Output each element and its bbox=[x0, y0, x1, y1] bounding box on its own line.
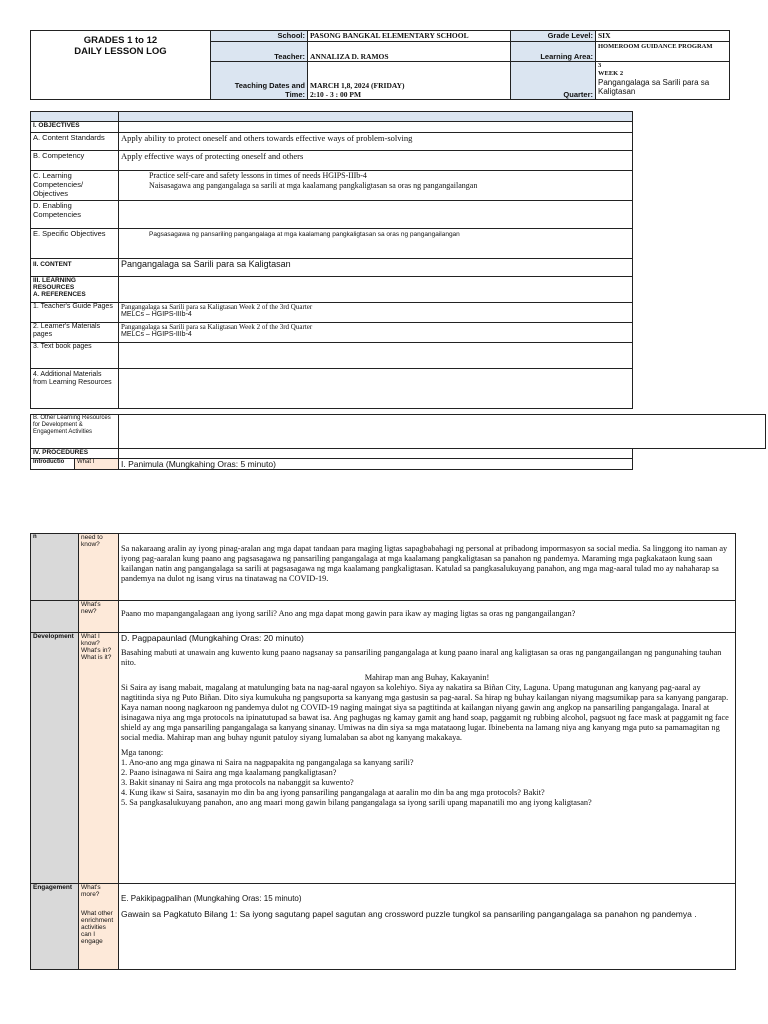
title-line2: DAILY LESSON LOG bbox=[74, 46, 167, 57]
what-other-label: What other enrichment activities can I engage bbox=[81, 910, 114, 945]
question-4: 4. Kung ikaw si Saira, sasanayin mo din ba ang iyong pansariling pangangalaga at aaralin mo din ba ang mga protocols? Bakit? bbox=[121, 788, 545, 797]
development-instructions: Basahing mabuti at unawain ang kuwento kung paano nagsanay sa pansariling pangangalaga at kung paano inaral ang kaligtasan sa oras ng pangangailangan ng pangunahing tauhan nito. bbox=[121, 648, 722, 667]
lesson-table-page2 bbox=[30, 533, 736, 970]
dates-value bbox=[308, 62, 511, 100]
enabling-label: D. Enabling Competencies bbox=[31, 201, 119, 229]
competency-label: B. Competency bbox=[31, 151, 119, 171]
title-cell bbox=[31, 31, 211, 100]
quarter-topic: Pangangalaga sa Sarili para sa Kaligtasan bbox=[598, 78, 710, 96]
textbook-label: 3. Text book pages bbox=[31, 343, 119, 369]
need-to-know-label: need to know? bbox=[79, 534, 119, 601]
other-resources-label: B. Other Learning Resources for Development & Engagement Activities bbox=[31, 415, 119, 449]
learning-comp-line2: Naisasagawa ang pangangalaga sa sarili at mga kaalamang pangkaligtasan sa oras ng pangangailangan bbox=[149, 181, 478, 190]
procedures-heading: IV. PROCEDURES bbox=[31, 449, 119, 459]
engagement-content bbox=[119, 884, 736, 970]
lm-line2: MELCs – HGIPS-IIIb-4 bbox=[121, 331, 192, 338]
content-value: Pangangalaga sa Sarili para sa Kaligtasan bbox=[119, 259, 633, 277]
development-label: Development bbox=[31, 633, 79, 884]
tg-label: 1. Teacher's Guide Pages bbox=[31, 303, 119, 323]
whats-more-label: What's more? bbox=[81, 884, 101, 898]
competency-value: Apply effective ways of protecting oneself and others bbox=[119, 151, 633, 171]
learning-comp-line1: Practice self-care and safety lessons in times of needs HGIPS-IIIb-4 bbox=[149, 171, 367, 180]
questions-label: Mga tanong: bbox=[121, 748, 164, 757]
lm-value bbox=[119, 323, 633, 343]
objectives-heading: I. OBJECTIVES bbox=[31, 122, 119, 133]
intro-paragraph: Sa nakaraang aralin ay iyong pinag-aralan ang mga dapat tandaan para maging ligtas sapagbabahagi ng personal at pribadong impormasyon sa social media. Sa linggong ito naman ay iyong pag-aaralan kung paano ang pagsasagawa ng pansariling pangangalaga at mga kaalamang pangkaligtasan sa panahon ng pandemya. Maraming mga pagkakataon kung saan kailangan natin ang pangangalaga sa sarili at pagsasagawa ng mga kaalamang pangkaligtasan. Katulad sa pangkasalukuyang panahon, ang mga mag-aaral tulad mo ay nahaharap sa pandemya na dulot ng isang virus na tinatawag na COVID-19. bbox=[119, 534, 736, 601]
grade-label: Grade Level: bbox=[511, 31, 596, 42]
development-heading: D. Pagpapaunlad (Mungkahing Oras: 20 minuto) bbox=[121, 633, 304, 643]
content-standards-label: A. Content Standards bbox=[31, 133, 119, 151]
engagement-heading: E. Pakikipagpalihan (Mungkahing Oras: 15 minuto) bbox=[121, 894, 302, 903]
other-resources-table bbox=[30, 414, 766, 449]
grade-value: SIX bbox=[596, 31, 730, 42]
lesson-table-page1 bbox=[30, 111, 633, 409]
lm-label: 2. Learner's Materials pages bbox=[31, 323, 119, 343]
dates-label: Teaching Dates and Time: bbox=[211, 62, 308, 100]
quarter-number: 3 bbox=[598, 62, 602, 69]
tg-line1: Pangangalaga sa Sarili para sa Kaligtasan Week 2 of the 3rd Quarter bbox=[121, 303, 313, 311]
area-value: HOMEROOM GUIDANCE PROGRAM bbox=[596, 42, 730, 62]
question-5: 5. Sa pangkasalukuyang panahon, ano ang maari mong gawin bilang pangangalaga sa iyong sarili upang mapanatili mo ang iyong kaligtasan? bbox=[121, 798, 592, 807]
area-label: Learning Area: bbox=[511, 42, 596, 62]
school-value: PASONG BANGKAL ELEMENTARY SCHOOL bbox=[308, 31, 511, 42]
what-i-label: What I bbox=[75, 459, 119, 470]
tg-value bbox=[119, 303, 633, 323]
procedures-table bbox=[30, 448, 633, 470]
quarter-value bbox=[596, 62, 730, 100]
engagement-text: Gawain sa Pagkatuto Bilang 1: Sa iyong sagutang papel sagutan ang crossword puzzle tungkol sa pansariling pangangalaga sa panahon ng pandemya . bbox=[121, 909, 697, 919]
learning-resources-heading bbox=[31, 277, 119, 303]
question-3: 3. Bakit sinanay ni Saira ang mga protocols na nabanggit sa kuwento? bbox=[121, 778, 354, 787]
whats-new-label: What's new? bbox=[79, 601, 119, 633]
header-table bbox=[30, 30, 730, 100]
story-title: Mahirap man ang Buhay, Kakayanin! bbox=[364, 673, 490, 682]
quarter-week: WEEK 2 bbox=[598, 70, 624, 77]
intro-cont-label: n bbox=[31, 534, 79, 601]
additional-label: 4. Additional Materials from Learning Resources bbox=[31, 369, 119, 409]
intro-label: Introductio bbox=[31, 459, 75, 470]
dates-value-line2: 2:10 - 3 : 00 PM bbox=[310, 90, 362, 99]
title-line1: GRADES 1 to 12 bbox=[83, 35, 158, 46]
learning-comp-value bbox=[119, 171, 633, 201]
whats-new-text: Paano mo mapangangalagaan ang iyong sarili? Ano ang mga dapat mong gawin para ikaw ay maging ligtas sa oras ng pangangailangan? bbox=[119, 601, 736, 633]
engagement-questions bbox=[79, 884, 119, 970]
question-2: 2. Paano isinagawa ni Saira ang mga kaalamang pangkaligtasan? bbox=[121, 768, 337, 777]
specific-value: Pagsasagawa ng pansariling pangangalaga at mga kaalamang pangkaligtasan sa oras ng pangangailangan bbox=[119, 229, 633, 259]
school-label: School: bbox=[211, 31, 308, 42]
references-label: A. REFERENCES bbox=[33, 291, 86, 298]
lm-line1: Pangangalaga sa Sarili para sa Kaligtasan Week 2 of the 3rd Quarter bbox=[121, 323, 313, 331]
teacher-value: ANNALIZA D. RAMOS bbox=[308, 42, 511, 62]
question-1: 1. Ano-ano ang mga ginawa ni Saira na nagpapakita ng pangangalaga sa kanyang sarili? bbox=[121, 758, 414, 767]
panimula-heading: I. Panimula (Mungkahing Oras: 5 minuto) bbox=[119, 459, 633, 470]
story-text: Si Saira ay isang mabait, magalang at matulunging bata na nag-aaral ngayon sa kolehiyo. Siya ay nakatira sa Biñan City, Laguna. Upang matugunan ang kanyang pag-aaral ay nagtitinda siya ng Puto Biñan. Dito siya kumukuha ng pangsuporta sa kanyang mga gastusin sa pag-aaral. Sa hirap ng buhay kailangan niyang magsumikap para sa kanyang pangarap. Kaya naman noong nagkaroon ng pandemya dulot ng COVID-19 naging maingat siya sa pagtitinda at kailangan niyang gawin ang angkop na pansariling pangangalaga. Inaral at isinagawa niya ang mga protocols na ipinatutupad sa bawat isa. Ang paghugas ng kamay gamit ang hand soap, paggamit ng rubbing alcohol, pagsuot ng face mask at paggamit ng face shield ay ang mga pansariling pangangalaga sa kanyang sinanay. Umiwas na din siya sa mga matataong lugar. Ibinebenta na lamang niya ang kanyang mga puto sa pamamagitan ng social media. Mahirap man ang buhay ngunit patuloy siyang lumalaban sa abot ng kanyang makakaya. bbox=[121, 683, 729, 742]
teacher-label: Teacher: bbox=[211, 42, 308, 62]
content-standards-value: Apply ability to protect oneself and others towards effective ways of problem-solving bbox=[119, 133, 633, 151]
quarter-label: Quarter: bbox=[511, 62, 596, 100]
engagement-label: Engagement bbox=[31, 884, 79, 970]
learning-comp-label: C. Learning Competencies/ Objectives bbox=[31, 171, 119, 201]
tg-line2: MELCs – HGIPS-IIIb-4 bbox=[121, 311, 192, 318]
development-questions-label: What I know? What's in? What is it? bbox=[79, 633, 119, 884]
dates-value-line1: MARCH 1,8, 2024 (FRIDAY) bbox=[310, 81, 405, 90]
specific-label: E. Specific Objectives bbox=[31, 229, 119, 259]
content-heading: II. CONTENT bbox=[31, 259, 119, 277]
learning-resources-label: III. LEARNING RESOURCES bbox=[33, 277, 76, 291]
development-content bbox=[119, 633, 736, 884]
